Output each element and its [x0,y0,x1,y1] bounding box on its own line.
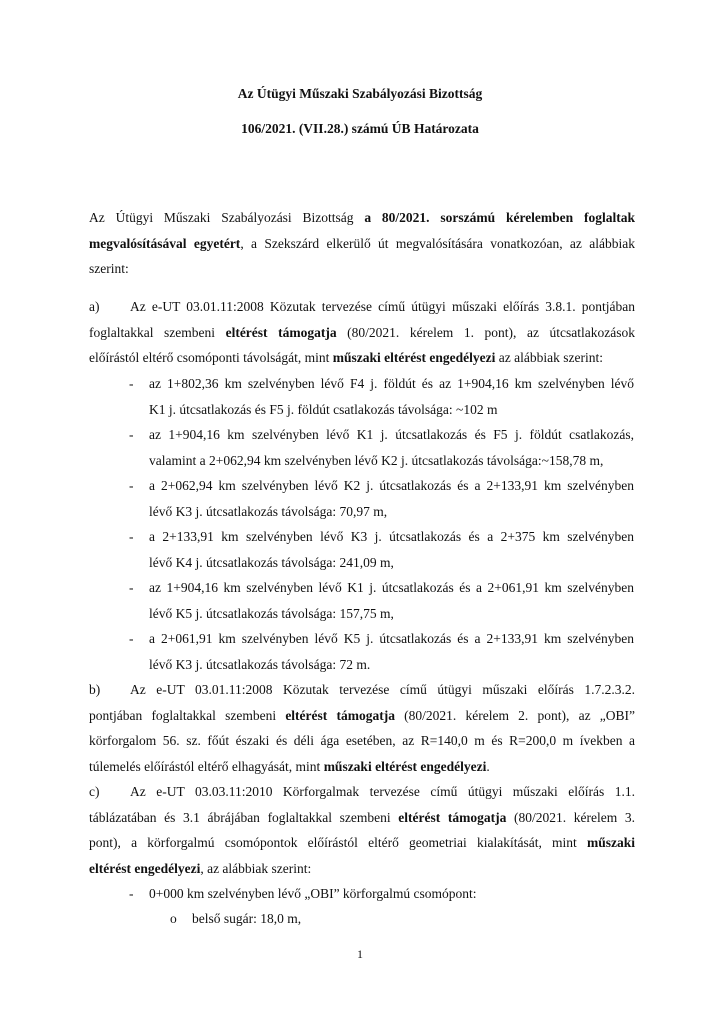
bullet-line: lévő K3 j. útcsatlakozás távolsága: 72 m. [149,656,371,672]
section-b-line: körforgalom 56. sz. főút északi és déli ága esetében, az R=140,0 m és R=200,0 m ívekben a [89,733,635,748]
section-b-text: . [486,758,490,774]
section-a-bold: eltérést támogatja [225,324,337,340]
bullet-line: az 1+802,36 km szelvényben lévő F4 j. földút és az 1+904,16 km szelvényben lévő [149,376,634,391]
sub-list-item [170,906,301,932]
bullet-line: a 2+061,91 km szelvényben lévő K5 j. útcsatlakozás és a 2+133,91 km szelvényben [149,631,634,646]
section-b-bold: műszaki eltérést engedélyezi [323,758,487,774]
bullet-dash: - [129,427,134,442]
sub-bullet-marker: o [170,911,177,926]
bullet-line: lévő K3 j. útcsatlakozás távolsága: 70,97 m, [149,503,388,519]
bullet-line: az 1+904,16 km szelvényben lévő K1 j. útcsatlakozás és F5 j. földút csatlakozás, [149,427,634,442]
resolution-title: 106/2021. (VII.28.) számú ÚB Határozata [241,121,479,136]
section-c-bold: eltérést engedélyezi [89,860,201,876]
bullet-dash: - [129,478,134,493]
page-number: 1 [357,947,363,961]
sub-bullet-text: belső sugár: 18,0 m, [192,911,302,926]
section-c-text: táblázatában és 3.1 ábrájában foglaltakkal szembeni [89,809,399,825]
section-c-bold: eltérést támogatja [398,809,507,825]
bullet-line: lévő K5 j. útcsatlakozás távolsága: 157,75 m, [149,605,394,621]
section-c-bold: műszaki [586,835,635,850]
section-b-text: (80/2021. kérelem 2. pont), az „OBI” [394,707,635,723]
section-a-label: a) [89,299,100,314]
intro-bold-2: megvalósításával egyetért [89,235,241,251]
intro-text-3: szerint: [89,261,129,276]
bullet-dash: - [129,580,134,595]
bullet-dash: - [129,376,134,391]
bullet-line: valamint a 2+062,94 km szelvényben lévő K2 j. útcsatlakozás távolsága:~158,78 m, [149,452,604,468]
section-a-line: Az e-UT 03.01.11:2008 Közutak tervezése című útügyi műszaki előírás 3.8.1. pontjában [130,299,635,314]
section-a-text: az alábbiak szerint: [495,350,603,365]
intro-paragraph [89,205,635,282]
bullet-line: K1 j. útcsatlakozás és F5 j. földút csatlakozás távolsága: ~102 m [149,401,498,417]
intro-bold: a 80/2021. sorszámú kérelemben foglaltak [364,210,636,225]
section-a-text: előírástól eltérő csomóponti távolságát, mint [89,350,333,365]
bullet-dash: - [129,631,134,646]
bullet-line: a 2+062,94 km szelvényben lévő K2 j. útcsatlakozás és a 2+133,91 km szelvényben [149,478,634,493]
section-c-text: pont), a körforgalmú csomópontok előírástól eltérő geometriai kialakítását, mint [89,835,587,850]
section-c-line: Az e-UT 03.03.11:2010 Körforgalmak tervezése című útügyi műszaki előírás 1.1. [130,784,635,799]
section-a [89,294,635,371]
bullet-line: az 1+904,16 km szelvényben lévő K1 j. útcsatlakozás és a 2+061,91 km szelvényben [149,580,634,595]
section-a-text: (80/2021. kérelem 1. pont), az útcsatlakozások [336,324,635,340]
section-a-text: foglaltakkal szembeni [89,324,226,340]
section-b-bold: eltérést támogatja [285,707,395,723]
bullet-line: 0+000 km szelvényben lévő „OBI” körforgalmú csomópont: [149,886,477,901]
intro-text: Az Útügyi Műszaki Szabályozási Bizottság [89,210,365,225]
section-b-text: túlemelés előírástól eltérő elhagyását, mint [89,758,324,774]
section-c-text: , az alábbiak szerint: [200,860,312,876]
section-a-bold: műszaki eltérést engedélyezi [332,350,496,365]
section-b [89,677,635,779]
section-c [89,779,635,881]
bullet-dash: - [129,886,134,901]
intro-text-2: , a Szekszárd elkerülő út megvalósítására vonatkozóan, az alábbiak [240,235,635,251]
section-c-text: (80/2021. kérelem 3. [506,809,635,825]
section-b-label: b) [89,682,101,697]
section-c-label: c) [89,784,100,799]
section-b-line: Az e-UT 03.01.11:2008 Közutak tervezése című útügyi műszaki előírás 1.7.2.3.2. [130,682,635,697]
bullet-dash: - [129,529,134,544]
section-b-text: pontjában foglaltakkal szembeni [89,707,286,723]
bullet-line: a 2+133,91 km szelvényben lévő K3 j. útcsatlakozás és a 2+375 km szelvényben [149,529,634,544]
document-heading-body: Az Útügyi Műszaki Szabályozási Bizottság [237,86,483,101]
bullet-line: lévő K4 j. útcsatlakozás távolsága: 241,09 m, [149,554,394,570]
